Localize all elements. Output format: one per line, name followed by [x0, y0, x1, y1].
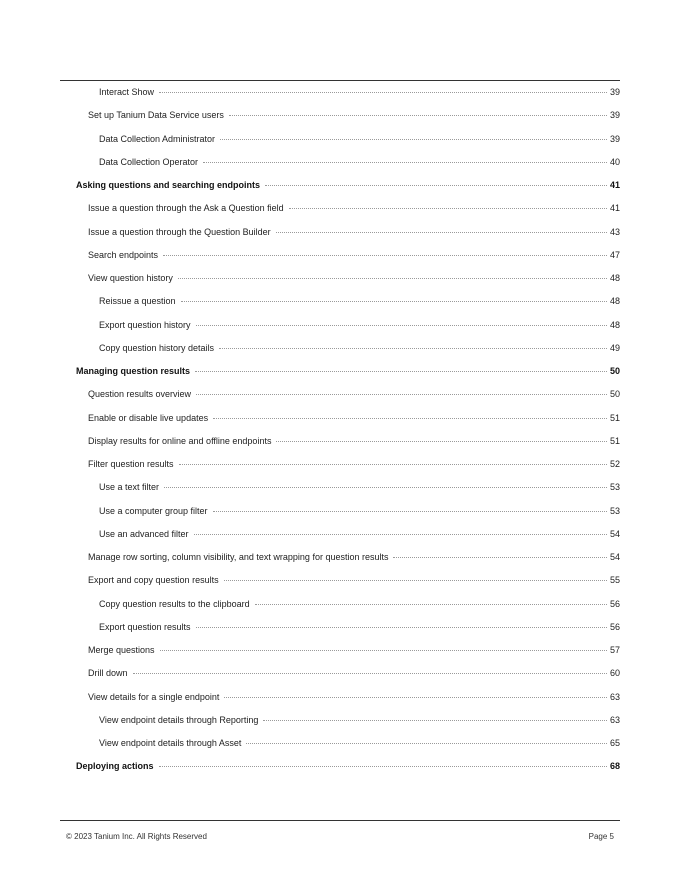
toc-entry-title: Merge questions	[88, 645, 155, 655]
toc-entry[interactable]	[99, 503, 620, 519]
toc-entry-page: 41	[609, 203, 620, 214]
toc-dot-leader	[178, 278, 607, 279]
toc-entry-page: 50	[609, 389, 620, 400]
toc-dot-leader	[181, 301, 607, 302]
toc-entry[interactable]	[99, 526, 620, 542]
toc-entry-page: 57	[609, 645, 620, 655]
toc-entry-title: View details for a single endpoint	[88, 691, 220, 702]
toc-entry-page: 51	[609, 435, 620, 446]
toc-dot-leader	[265, 185, 607, 186]
toc-entry[interactable]	[88, 689, 620, 705]
toc-entry-title: Export and copy question results	[88, 575, 219, 586]
toc-entry[interactable]	[99, 154, 620, 170]
toc-entry[interactable]	[99, 712, 620, 728]
header-rule	[60, 80, 620, 81]
toc-dot-leader	[213, 418, 607, 419]
toc-entry[interactable]	[99, 340, 620, 356]
toc-entry[interactable]	[88, 107, 620, 123]
toc-entry-title: Display results for online and offline endpoints	[88, 435, 272, 446]
toc-entry-title: Interact Show	[99, 87, 155, 97]
toc-entry-page: 55	[609, 575, 620, 586]
toc-entry[interactable]	[88, 270, 620, 286]
toc-entry[interactable]	[88, 224, 620, 240]
toc-dot-leader	[159, 766, 607, 767]
toc-entry[interactable]	[88, 410, 620, 426]
toc-entry[interactable]	[76, 177, 620, 193]
toc-entry-title: Copy question results to the clipboard	[99, 598, 250, 609]
toc-entry-title: Reissue a question	[99, 296, 176, 307]
toc-entry-title: Question results overview	[88, 389, 192, 400]
toc-entry-page: 63	[609, 691, 620, 702]
toc-entry-title: View question history	[88, 273, 173, 283]
toc-entry-title: Asking questions and searching endpoints	[76, 180, 261, 190]
toc-dot-leader	[224, 580, 607, 581]
toc-dot-leader	[219, 348, 607, 349]
toc-entry-page: 63	[609, 714, 620, 725]
toc-dot-leader	[179, 464, 607, 465]
toc-entry-page: 49	[609, 342, 620, 353]
toc-entry-title: Copy question history details	[99, 342, 215, 353]
toc-dot-leader	[229, 115, 607, 116]
toc-dot-leader	[159, 92, 607, 93]
toc-entry-page: 41	[609, 180, 620, 190]
toc-entry[interactable]	[99, 479, 620, 495]
toc-entry[interactable]	[76, 363, 620, 379]
footer-copyright: © 2023 Tanium Inc. All Rights Reserved	[66, 832, 207, 841]
toc-entry-page: 60	[609, 668, 620, 679]
toc-entry-page: 48	[609, 319, 620, 330]
toc-entry-page: 53	[609, 505, 620, 516]
toc-entry[interactable]	[88, 549, 620, 565]
toc-entry-page: 40	[609, 156, 620, 167]
toc-dot-leader	[289, 208, 607, 209]
toc-entry-title: Filter question results	[88, 459, 174, 469]
toc-entry-title: Deploying actions	[76, 761, 154, 772]
toc-entry[interactable]	[88, 665, 620, 681]
toc-entry-title: Data Collection Operator	[99, 156, 199, 167]
toc-entry[interactable]	[99, 131, 620, 147]
toc-entry[interactable]	[99, 735, 620, 751]
toc-entry[interactable]	[99, 293, 620, 309]
toc-entry[interactable]	[88, 433, 620, 449]
toc-entry-page: 56	[609, 621, 620, 632]
toc-entry-title: Export question history	[99, 319, 191, 330]
toc-dot-leader	[133, 673, 607, 674]
toc-entry[interactable]	[88, 572, 620, 588]
toc-dot-leader	[196, 394, 607, 395]
toc-entry-page: 50	[609, 366, 620, 376]
toc-entry-page: 65	[609, 738, 620, 748]
toc-entry-title: Data Collection Administrator	[99, 133, 216, 144]
toc-dot-leader	[255, 604, 607, 605]
toc-entry-title: Search endpoints	[88, 249, 159, 260]
toc-entry-page: 68	[609, 761, 620, 772]
toc-dot-leader	[263, 720, 607, 721]
toc-dot-leader	[224, 697, 607, 698]
toc-dot-leader	[246, 743, 607, 744]
toc-entry-page: 53	[609, 482, 620, 493]
toc-entry[interactable]	[88, 247, 620, 263]
toc-dot-leader	[203, 162, 607, 163]
toc-entry-title: Manage row sorting, column visibility, and text wrapping for question results	[88, 552, 389, 562]
toc-entry-page: 54	[609, 528, 620, 539]
toc-entry-title: Managing question results	[76, 366, 191, 376]
toc-dot-leader	[393, 557, 607, 558]
toc-dot-leader	[196, 627, 607, 628]
toc-entry-page: 39	[609, 133, 620, 144]
toc-entry[interactable]	[88, 456, 620, 472]
toc-entry-title: Use a computer group filter	[99, 505, 208, 516]
toc-entry-title: Use an advanced filter	[99, 528, 189, 539]
toc-entry-page: 51	[609, 412, 620, 423]
toc-entry[interactable]	[88, 642, 620, 658]
toc-entry[interactable]	[99, 596, 620, 612]
toc-dot-leader	[220, 139, 607, 140]
toc-entry-title: View endpoint details through Asset	[99, 738, 242, 748]
toc-dot-leader	[164, 487, 607, 488]
toc-dot-leader	[276, 441, 607, 442]
toc-entry-title: Enable or disable live updates	[88, 412, 209, 423]
toc-entry-page: 39	[609, 87, 620, 97]
footer-page-number: Page 5	[588, 832, 614, 841]
toc-dot-leader	[276, 232, 607, 233]
toc-entry-page: 43	[609, 226, 620, 237]
toc-entry-page: 48	[609, 296, 620, 307]
toc-dot-leader	[163, 255, 607, 256]
toc-dot-leader	[196, 325, 607, 326]
toc-entry[interactable]	[99, 619, 620, 635]
toc-entry[interactable]	[88, 200, 620, 216]
toc-entry[interactable]	[76, 758, 620, 774]
toc-entry-page: 47	[609, 249, 620, 260]
toc-entry-title: Drill down	[88, 668, 128, 679]
toc-dot-leader	[160, 650, 607, 651]
toc-entry[interactable]	[99, 84, 620, 100]
toc-dot-leader	[195, 371, 607, 372]
toc-entry-title: Use a text filter	[99, 482, 160, 493]
toc-entry-title: Issue a question through the Question Builder	[88, 226, 271, 237]
toc-entry-title: View endpoint details through Reporting	[99, 714, 259, 725]
footer-rule	[60, 820, 620, 821]
toc-entry-page: 39	[609, 110, 620, 121]
toc-entry-page: 56	[609, 598, 620, 609]
toc-entry-title: Set up Tanium Data Service users	[88, 110, 224, 121]
toc-entry-page: 48	[609, 273, 620, 283]
toc-entry-page: 52	[609, 459, 620, 469]
toc-entry-page: 54	[609, 552, 620, 562]
toc-dot-leader	[194, 534, 607, 535]
toc-entry-title: Export question results	[99, 621, 191, 632]
toc-entry[interactable]	[99, 317, 620, 333]
toc-entry[interactable]	[88, 386, 620, 402]
toc-entry-title: Issue a question through the Ask a Question field	[88, 203, 284, 214]
toc-dot-leader	[213, 511, 607, 512]
